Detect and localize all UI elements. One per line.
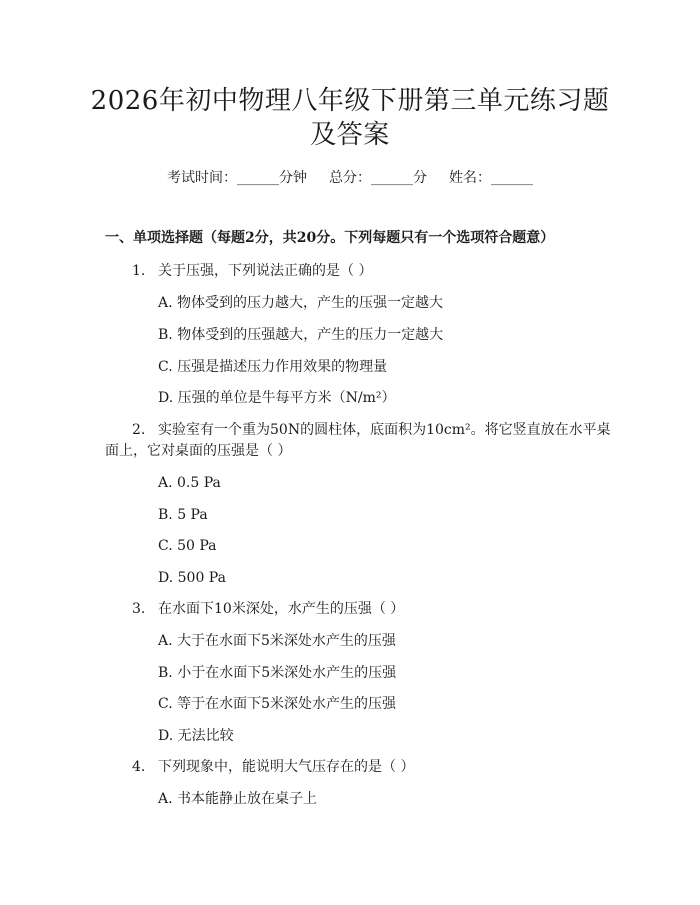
question-text-line1: 实验室有一个重为50N的圆柱体，底面积为10cm²。将它竖直放在水平桌 [158,422,611,438]
question-1-option-b: B. 物体受到的压强越大，产生的压力一定越大 [158,327,444,343]
question-3-option-c: C. 等于在水面下5米深处水产生的压强 [158,696,397,712]
question-4-option-a: A. 书本能静止放在桌子上 [158,791,318,807]
question-number: 4. [132,759,146,775]
question-3-option-a: A. 大于在水面下5米深处水产生的压强 [158,633,396,649]
question-2-continuation: 面上，它对桌面的压强是（ ） [105,443,292,459]
question-2-option-a: A. 0.5 Pa [158,475,221,491]
question-4 [132,758,414,776]
question-text: 关于压强，下列说法正确的是（ ） [158,263,373,279]
document-title-line1: 2026年初中物理八年级下册第三单元练习题 [90,86,610,116]
question-number: 1. [132,263,146,279]
document-title-line2: 及答案 [310,120,390,150]
question-1-option-a: A. 物体受到的压力越大，产生的压强一定越大 [158,295,444,311]
question-3 [132,600,404,618]
question-1-option-c: C. 压强是描述压力作用效果的物理量 [158,359,388,375]
question-number: 2. [132,422,146,438]
question-1 [132,262,372,280]
question-2-option-d: D. 500 Pa [158,570,226,586]
total-score-field: 总分：______分 [329,170,427,186]
question-2-option-c: C. 50 Pa [158,538,217,554]
question-text: 在水面下10米深处，水产生的压强（ ） [158,601,405,617]
question-2 [132,421,611,439]
section-heading: 一、单项选择题（每题2分，共20分。下列每题只有一个选项符合题意） [105,230,555,246]
question-1-option-d: D. 压强的单位是牛每平方米（N/m²） [158,390,396,406]
question-3-option-d: D. 无法比较 [158,728,234,744]
question-2-option-b: B. 5 Pa [158,507,208,523]
question-text: 下列现象中，能说明大气压存在的是（ ） [158,759,415,775]
question-number: 3. [132,601,146,617]
exam-time-field: 考试时间：______分钟 [167,170,307,186]
exam-meta [0,169,700,187]
question-3-option-b: B. 小于在水面下5米深处水产生的压强 [158,665,397,681]
student-name-field: 姓名：______ [449,170,533,186]
